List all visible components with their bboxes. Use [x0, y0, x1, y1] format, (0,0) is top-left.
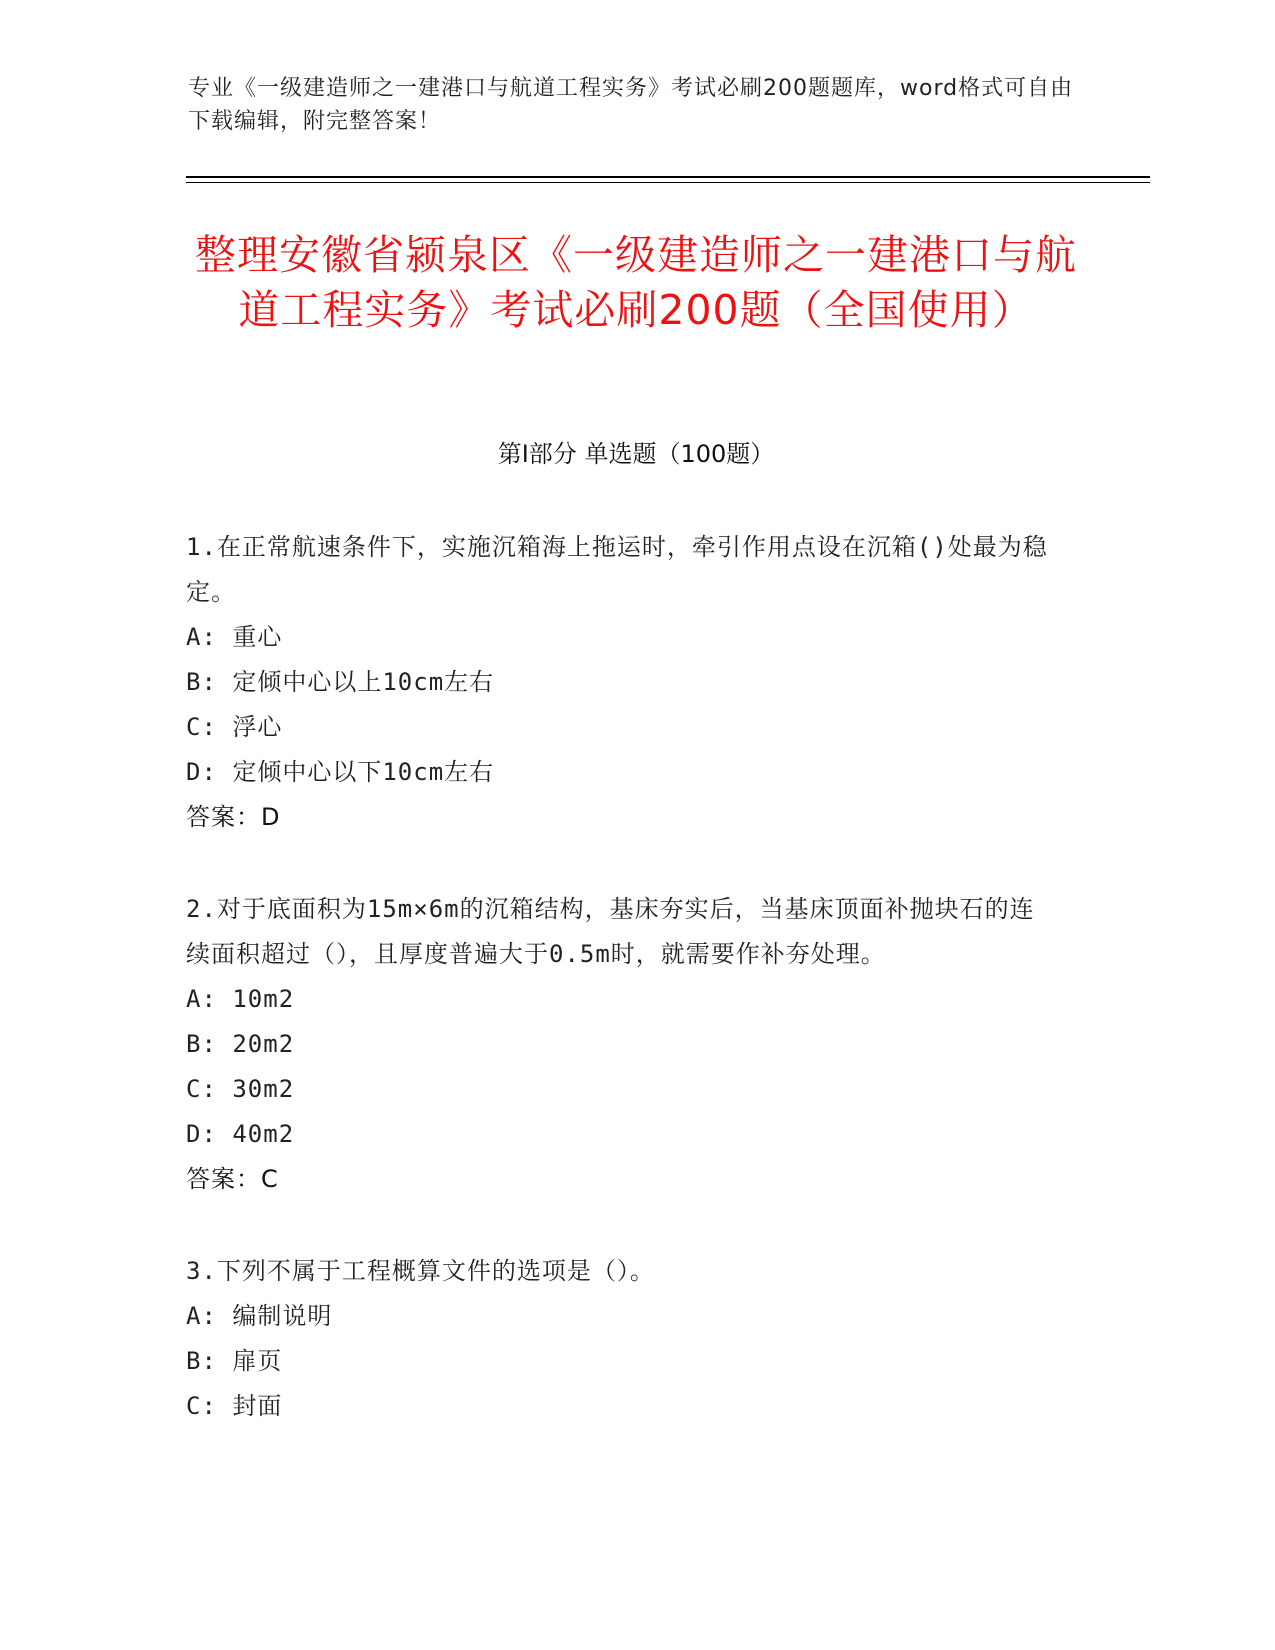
option-d: D: 40m2	[186, 1120, 295, 1148]
option-c: C: 封面	[186, 1392, 283, 1420]
option-b: B: 定倾中心以上10cm左右	[186, 668, 495, 696]
question-list	[186, 525, 1056, 1476]
question-3	[186, 1249, 1056, 1429]
question-2	[186, 887, 1056, 1202]
option-c: C: 30m2	[186, 1075, 295, 1103]
header-divider-thick	[186, 176, 1150, 178]
section-heading: 第Ⅰ部分 单选题（100题）	[497, 440, 775, 468]
question-stem: 2.对于底面积为15m×6m的沉箱结构，基床夯实后，当基床顶面补抛块石的连续面积超过（），且厚度普遍大于0.5m时，就需要作补夯处理。	[186, 895, 1035, 968]
option-d: D: 定倾中心以下10cm左右	[186, 758, 495, 786]
option-b: B: 20m2	[186, 1030, 295, 1058]
option-b: B: 扉页	[186, 1347, 283, 1375]
question-1	[186, 525, 1056, 840]
header-divider-thin	[186, 182, 1150, 183]
answer-line: 答案：D	[186, 803, 281, 831]
question-stem: 3.下列不属于工程概算文件的选项是（）。	[186, 1257, 655, 1285]
document-title: 整理安徽省颍泉区《一级建造师之一建港口与航道工程实务》考试必刷200题（全国使用）	[195, 231, 1077, 334]
option-a: A: 重心	[186, 623, 283, 651]
answer-line: 答案：C	[186, 1165, 279, 1193]
question-stem: 1.在正常航速条件下，实施沉箱海上拖运时，牵引作用点设在沉箱()处最为稳定。	[186, 533, 1048, 606]
option-a: A: 编制说明	[186, 1302, 333, 1330]
option-c: C: 浮心	[186, 713, 283, 741]
header-note: 专业《一级建造师之一建港口与航道工程实务》考试必刷200题题库，word格式可自由下载编辑，附完整答案！	[188, 76, 1074, 134]
option-a: A: 10m2	[186, 985, 295, 1013]
